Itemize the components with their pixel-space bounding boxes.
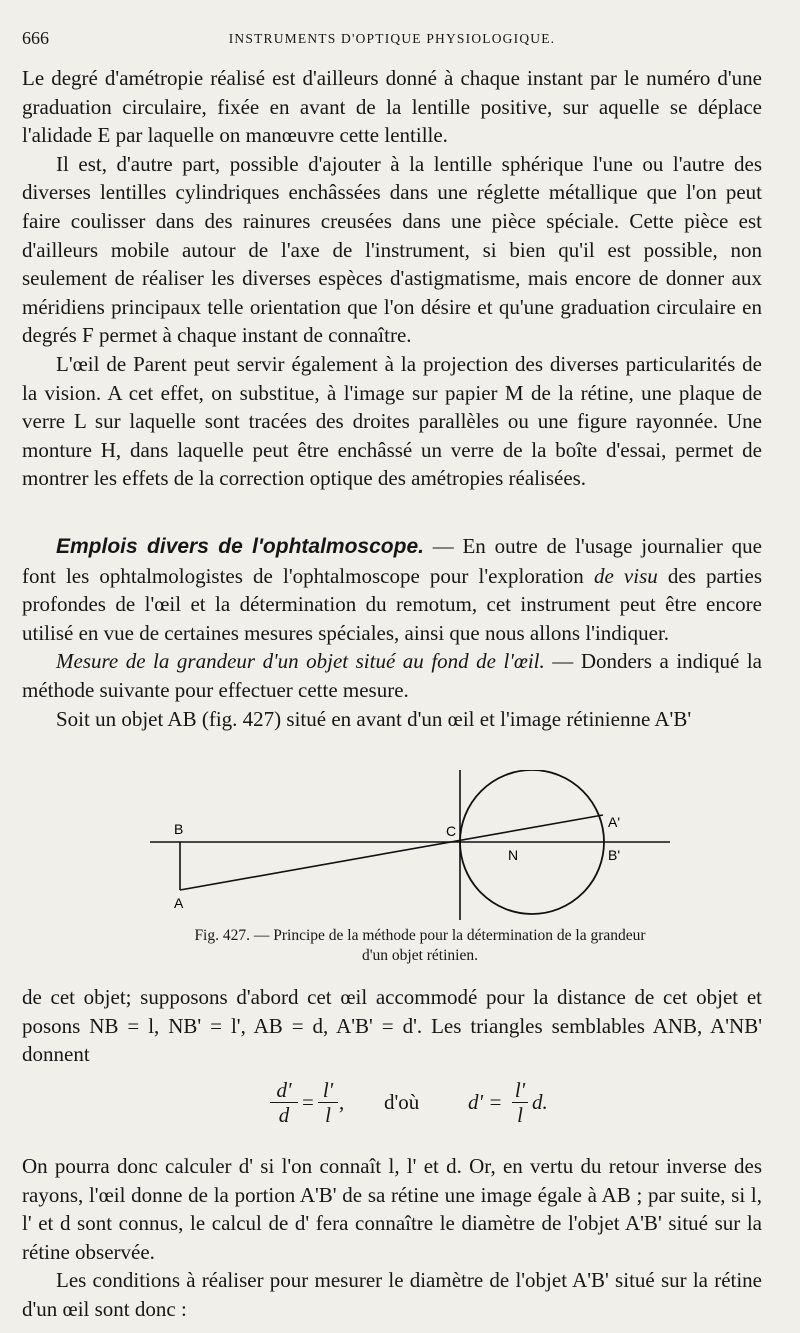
page-header: [22, 28, 762, 54]
page-number: 666: [22, 28, 49, 48]
figure-caption: [100, 926, 740, 966]
formula-block: [270, 1078, 590, 1140]
paragraph-emplois-divers: [22, 532, 762, 647]
formula-lhs: d' =: [468, 1090, 503, 1114]
fraction-numerator: d': [270, 1078, 298, 1103]
running-head: INSTRUMENTS D'OPTIQUE PHYSIOLOGIQUE.: [228, 31, 556, 46]
paragraph-mesure-text: — Donders a indiqué la méthode suivante pour effectuer cette mesure.: [22, 649, 762, 702]
paragraph-emplois-text-a: — En outre de l'usage journalier que font les ophtalmologistes de l'ophtalmoscope pour l'exploration: [22, 534, 762, 588]
paragraph-emplois-em: de visu: [593, 563, 658, 588]
paragraph-soit-objet: Soit un objet AB (fig. 427) situé en avant d'un œil et l'image rétinienne A'B': [56, 706, 692, 731]
label-n: N: [508, 847, 519, 863]
fraction-numerator: l': [318, 1078, 338, 1103]
fraction-l-prime-over-l: [318, 1078, 338, 1127]
label-c: C: [446, 823, 457, 839]
fraction-numerator: l': [512, 1078, 528, 1103]
figure-427-diagram: [150, 770, 680, 920]
text-block-bottom: [22, 1152, 762, 1324]
fraction-denominator: l: [325, 1103, 331, 1127]
section-heading-mesure: Mesure de la grandeur d'un objet situé au fond de l'œil.: [56, 649, 545, 674]
dou-text: d'où: [384, 1090, 420, 1114]
caption-line-1: Fig. 427. — Principe de la méthode pour la détermination de la grandeur: [194, 927, 646, 944]
paragraph-oeil-parent: L'œil de Parent peut servir également à la projection des diverses particularités de la vision. A cet effet, on substitue, à l'image sur papier M de la rétine, une plaque de verre L sur laquelle sont tracées des droites parallèles ou une figure rayonnée. Une monture H, dans laquelle peut être enchâssé un verre de la boîte d'essai, permet de montrer les effets de la correction optique des amétropies réalisées.: [22, 351, 762, 491]
text-block-top: [22, 64, 762, 493]
paragraph-cylindriques: Il est, d'autre part, possible d'ajouter à la lentille sphérique l'une ou l'autre des diverses lentilles cylindriques enchâssées dans une réglette métallique que l'on peut faire coulisser dans des rainures creusées dans une pièce spéciale. Cette pièce est d'ailleurs mobile autour de l'axe de l'instrument, si bien qu'il est possible, non seulement de réaliser les diverses espèces d'astigmatisme, mais encore de donner aux méridiens principaux telle orientation que l'on désire et qu'une graduation circulaire en degrés F permet à chaque instant de connaître.: [22, 151, 762, 348]
paragraph-mesure: [22, 647, 762, 704]
text-block-formula-intro: [22, 983, 762, 1069]
equals-sign: =: [302, 1090, 314, 1114]
fraction-l-prime-over-l-2: [512, 1078, 528, 1127]
comma: ,: [339, 1090, 345, 1114]
fraction-denominator: l: [517, 1103, 523, 1127]
fraction-denominator: d: [278, 1103, 290, 1127]
ray-a-to-a-prime: [180, 815, 603, 890]
caption-line-2: d'un objet rétinien.: [361, 947, 478, 964]
formula-tail: d.: [532, 1090, 548, 1114]
label-b: B: [174, 821, 184, 837]
section-heading-emplois: Emplois divers de l'ophtalmoscope.: [56, 535, 424, 558]
paragraph-conditions: Les conditions à réaliser pour mesurer le diamètre de l'objet A'B' situé sur la rétine d'un œil sont donc :: [22, 1268, 762, 1321]
text-block-middle: [22, 532, 762, 733]
fraction-d-prime-over-d: [270, 1078, 298, 1127]
paragraph-ametropie: Le degré d'amétropie réalisé est d'ailleurs donné à chaque instant par le numéro d'une graduation circulaire, fixée en avant de la lentille positive, sur aquelle se déplace l'alidade E par laquelle on manœuvre cette lentille.: [22, 66, 762, 148]
paragraph-posons: de cet objet; supposons d'abord cet œil accommodé pour la distance de cet objet et posons NB = l, NB' = l', AB = d, A'B' = d'. Les triangles semblables ANB, A'NB' donnent: [22, 985, 762, 1067]
paragraph-calculer: On pourra donc calculer d' si l'on connaît l, l' et d. Or, en vertu du retour inverse des rayons, l'œil donne de la portion A'B' de sa rétine une image égale à AB ; par suite, si l, l' et d sont connus, le calcul de d' fera connaître le diamètre de l'objet A'B' situé sur la rétine observée.: [22, 1154, 762, 1264]
paragraph-emplois-text-b: des parties profondes de l'œil et la détermination du remotum, cet instrument peut être encore utilisé en vue de certaines mesures spéciales, ainsi que nous allons l'indiquer.: [22, 563, 762, 645]
label-a-prime: A': [608, 814, 621, 830]
label-a: A: [174, 895, 184, 911]
label-b-prime: B': [608, 847, 621, 863]
